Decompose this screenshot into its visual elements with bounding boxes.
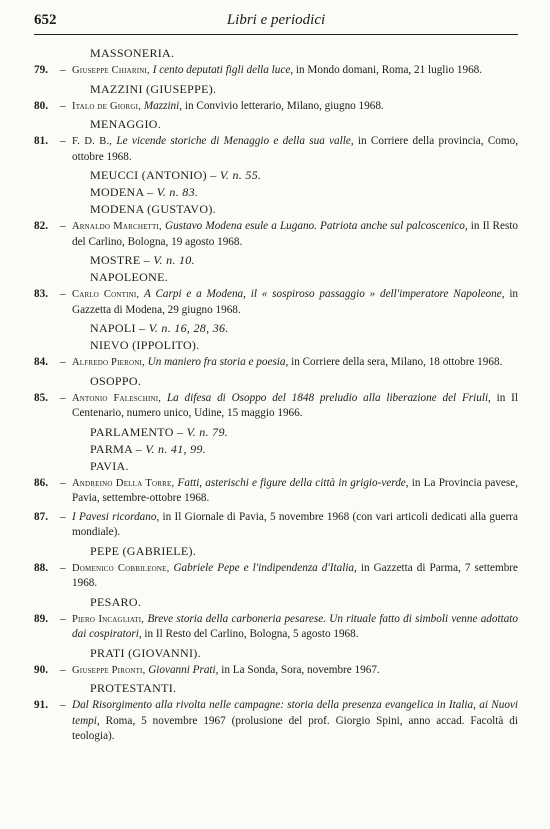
entry-dash: – bbox=[60, 476, 66, 489]
entry-dash: – bbox=[60, 663, 66, 676]
heading-text: OSOPPO. bbox=[90, 373, 142, 388]
entry-title: Fatti, asterischi e figure della città in grigio-verde, bbox=[177, 476, 409, 489]
entry-title: La difesa di Osoppo del 1848 preludio alla liberazione del Friuli, bbox=[166, 391, 491, 404]
entry-dash: – bbox=[60, 356, 66, 368]
entry-title: I Pavesi ricordano, bbox=[72, 510, 160, 523]
entry-source: in Corriere della provincia, Como, ottobre 1968. bbox=[72, 135, 518, 163]
cross-reference: – V. n. 79. bbox=[177, 424, 229, 439]
bibliography-entry bbox=[34, 561, 518, 592]
bibliography-entry bbox=[34, 99, 518, 115]
entry-body bbox=[72, 99, 518, 115]
entry-source: in Convivio letterario, Milano, giugno 1968. bbox=[184, 99, 384, 112]
entry-source: in Il Centenario, numero unico, Udine, 15 maggio 1966. bbox=[72, 391, 519, 419]
entry-author: Italo de Giorgi, bbox=[72, 100, 142, 112]
bibliography-entry bbox=[34, 63, 518, 79]
entry-source: in Gazzetta di Parma, 7 settembre 1968. bbox=[72, 561, 518, 589]
cross-reference: – V. n. 16, 28, 36. bbox=[139, 321, 229, 335]
heading-text: MOSTRE bbox=[90, 253, 141, 267]
bibliography-entry bbox=[34, 510, 518, 541]
subject-heading bbox=[90, 459, 518, 474]
entry-body bbox=[72, 134, 518, 165]
entry-body bbox=[72, 219, 518, 250]
heading-text: PEPE (GABRIELE). bbox=[90, 543, 197, 558]
bibliography-entry bbox=[34, 391, 518, 422]
entry-author: Giuseppe Chiarini, bbox=[72, 65, 150, 76]
page-header bbox=[34, 12, 518, 32]
entry-source: in Il Resto del Carlino, Bologna, 19 agosto 1968. bbox=[72, 220, 519, 248]
entry-source: in La Provincia pavese, Pavia, settembre-ottobre 1968. bbox=[72, 476, 519, 504]
entry-source: in La Sonda, Sora, novembre 1967. bbox=[221, 663, 380, 676]
subject-heading bbox=[90, 338, 518, 353]
header-rule bbox=[34, 34, 518, 35]
entry-source: Roma, 5 novembre 1967 (prolusione del prof. Giorgio Spini, anno accad. Facoltà di teologia). bbox=[72, 714, 519, 742]
entry-number: 81. bbox=[34, 135, 48, 147]
heading-text: NAPOLEONE. bbox=[90, 270, 168, 284]
entry-dash: – bbox=[60, 64, 66, 76]
heading-text: NIEVO (IPPOLITO). bbox=[90, 338, 200, 352]
entry-body bbox=[72, 391, 518, 422]
entry-number: 91. bbox=[34, 699, 48, 711]
entry-number: 84. bbox=[34, 356, 48, 368]
entry-author: Arnaldo Marchetti, bbox=[72, 221, 162, 232]
entry-body bbox=[72, 476, 518, 507]
subject-heading bbox=[90, 646, 518, 661]
subject-heading bbox=[90, 168, 518, 183]
entry-author: F. D. B., bbox=[72, 136, 113, 147]
entry-dash: – bbox=[60, 699, 66, 711]
subject-heading bbox=[90, 425, 518, 440]
entry-number: 82. bbox=[34, 220, 48, 232]
entry-dash: – bbox=[60, 220, 66, 232]
subject-heading bbox=[90, 202, 518, 217]
entry-body bbox=[72, 561, 518, 592]
cross-reference: – V. n. 10. bbox=[143, 253, 195, 267]
entry-title: Dal Risorgimento alla rivolta nelle campagne: storia della presenza evangelica in Italia, ai Nuovi tempi, bbox=[72, 699, 518, 727]
heading-text: MAZZINI (GIUSEPPE). bbox=[90, 81, 217, 96]
bibliography-entry bbox=[34, 612, 518, 643]
subject-heading bbox=[90, 442, 518, 457]
bibliography-entry bbox=[34, 355, 518, 371]
entry-title: A Carpi e a Modena, il « sospiroso passaggio » dell'imperatore Napoleone, bbox=[144, 288, 505, 300]
entry-body bbox=[72, 510, 518, 541]
subject-heading bbox=[90, 595, 518, 610]
heading-text: MODENA bbox=[90, 185, 144, 199]
entry-number: 85. bbox=[34, 391, 48, 404]
heading-text: PARLAMENTO bbox=[90, 424, 174, 439]
entry-author: Antonio Faleschini, bbox=[72, 392, 162, 404]
entry-author: Alfredo Pieroni, bbox=[72, 357, 145, 368]
subject-heading bbox=[90, 681, 518, 696]
subject-heading bbox=[90, 185, 518, 200]
entry-title: Giovanni Prati, bbox=[148, 663, 219, 676]
heading-text: NAPOLI bbox=[90, 321, 136, 335]
entry-number: 87. bbox=[34, 510, 48, 523]
subject-heading bbox=[90, 82, 518, 97]
entry-number: 86. bbox=[34, 476, 48, 489]
subject-heading bbox=[90, 544, 518, 559]
entry-dash: – bbox=[60, 510, 66, 523]
bibliography-entry bbox=[34, 476, 518, 507]
entry-author: Piero Incagliati, bbox=[72, 613, 145, 625]
cross-reference: – V. n. 83. bbox=[147, 185, 199, 199]
entry-author: Carlo Contini, bbox=[72, 289, 140, 300]
subject-heading bbox=[90, 321, 518, 336]
heading-text: MEUCCI (ANTONIO) bbox=[90, 168, 207, 182]
entry-body bbox=[72, 698, 518, 745]
entry-title: Un maniero fra storia e poesia, bbox=[147, 356, 289, 368]
bibliography-entry bbox=[34, 663, 518, 679]
entry-source: in Il Resto del Carlino, Bologna, 5 agosto 1968. bbox=[144, 628, 359, 640]
entry-dash: – bbox=[60, 612, 66, 625]
entry-title: Le vicende storiche di Menaggio e della sua valle, bbox=[116, 135, 354, 147]
entry-dash: – bbox=[60, 391, 66, 404]
entry-title: I cento deputati figli della luce, bbox=[152, 64, 294, 76]
entry-body bbox=[72, 663, 518, 679]
heading-text: MASSONERIA. bbox=[90, 46, 175, 60]
entry-source: in Gazzetta di Modena, 29 giugno 1968. bbox=[72, 288, 519, 316]
entry-author: Giuseppe Pironti, bbox=[72, 664, 146, 676]
bibliography-list bbox=[34, 46, 518, 748]
bibliography-entry bbox=[34, 698, 518, 745]
entry-dash: – bbox=[60, 135, 66, 147]
bibliography-entry bbox=[34, 134, 518, 165]
subject-heading bbox=[90, 117, 518, 132]
entry-source: in Mondo domani, Roma, 21 luglio 1968. bbox=[295, 64, 483, 76]
entry-dash: – bbox=[60, 99, 66, 112]
bibliography-entry bbox=[34, 287, 518, 318]
entry-body bbox=[72, 287, 518, 318]
subject-heading bbox=[90, 270, 518, 285]
heading-text: PRATI (GIOVANNI). bbox=[90, 645, 201, 660]
entry-author: Domenico Cobbileone, bbox=[72, 562, 170, 574]
heading-text: PROTESTANTI. bbox=[90, 681, 177, 695]
bibliography-entry bbox=[34, 219, 518, 250]
entry-number: 79. bbox=[34, 64, 48, 76]
entry-title: Gustavo Modena esule a Lugano. Patriota anche sul palcoscenico, bbox=[164, 220, 468, 232]
subject-heading bbox=[90, 253, 518, 268]
entry-dash: – bbox=[60, 561, 66, 574]
entry-title: Breve storia della carboneria pesarese. Un rituale fatto di simboli venne adottato dai cospiratori, bbox=[72, 612, 519, 640]
heading-text: MENAGGIO. bbox=[90, 117, 162, 131]
entry-title: Gabriele Pepe e l'indipendenza d'Italia, bbox=[173, 561, 357, 574]
entry-source: in Il Giornale di Pavia, 5 novembre 1968 (con vari articoli dedicati alla guerra mondiale). bbox=[72, 510, 518, 538]
entry-title: Mazzini, bbox=[143, 99, 183, 112]
cross-reference: – V. n. 55. bbox=[210, 168, 262, 182]
entry-number: 90. bbox=[34, 663, 48, 676]
heading-text: PARMA bbox=[90, 441, 133, 456]
subject-heading bbox=[90, 374, 518, 389]
running-title: Libri e periodici bbox=[226, 12, 326, 28]
heading-text: MODENA (GUSTAVO). bbox=[90, 202, 216, 216]
entry-number: 83. bbox=[34, 288, 48, 300]
heading-text: PESARO. bbox=[90, 594, 142, 609]
heading-text: PAVIA. bbox=[90, 458, 129, 473]
subject-heading bbox=[90, 46, 518, 61]
entry-body bbox=[72, 355, 518, 371]
cross-reference: – V. n. 41, 99. bbox=[135, 441, 207, 456]
entry-author: Andreino Della Torre, bbox=[72, 477, 175, 489]
entry-number: 89. bbox=[34, 612, 48, 625]
entry-number: 80. bbox=[34, 99, 48, 112]
entry-source: in Corriere della sera, Milano, 18 ottobre 1968. bbox=[291, 356, 503, 368]
entry-body bbox=[72, 612, 518, 643]
page-number: 652 bbox=[34, 12, 57, 28]
entry-dash: – bbox=[60, 288, 66, 300]
entry-body bbox=[72, 63, 518, 79]
entry-number: 88. bbox=[34, 561, 48, 574]
